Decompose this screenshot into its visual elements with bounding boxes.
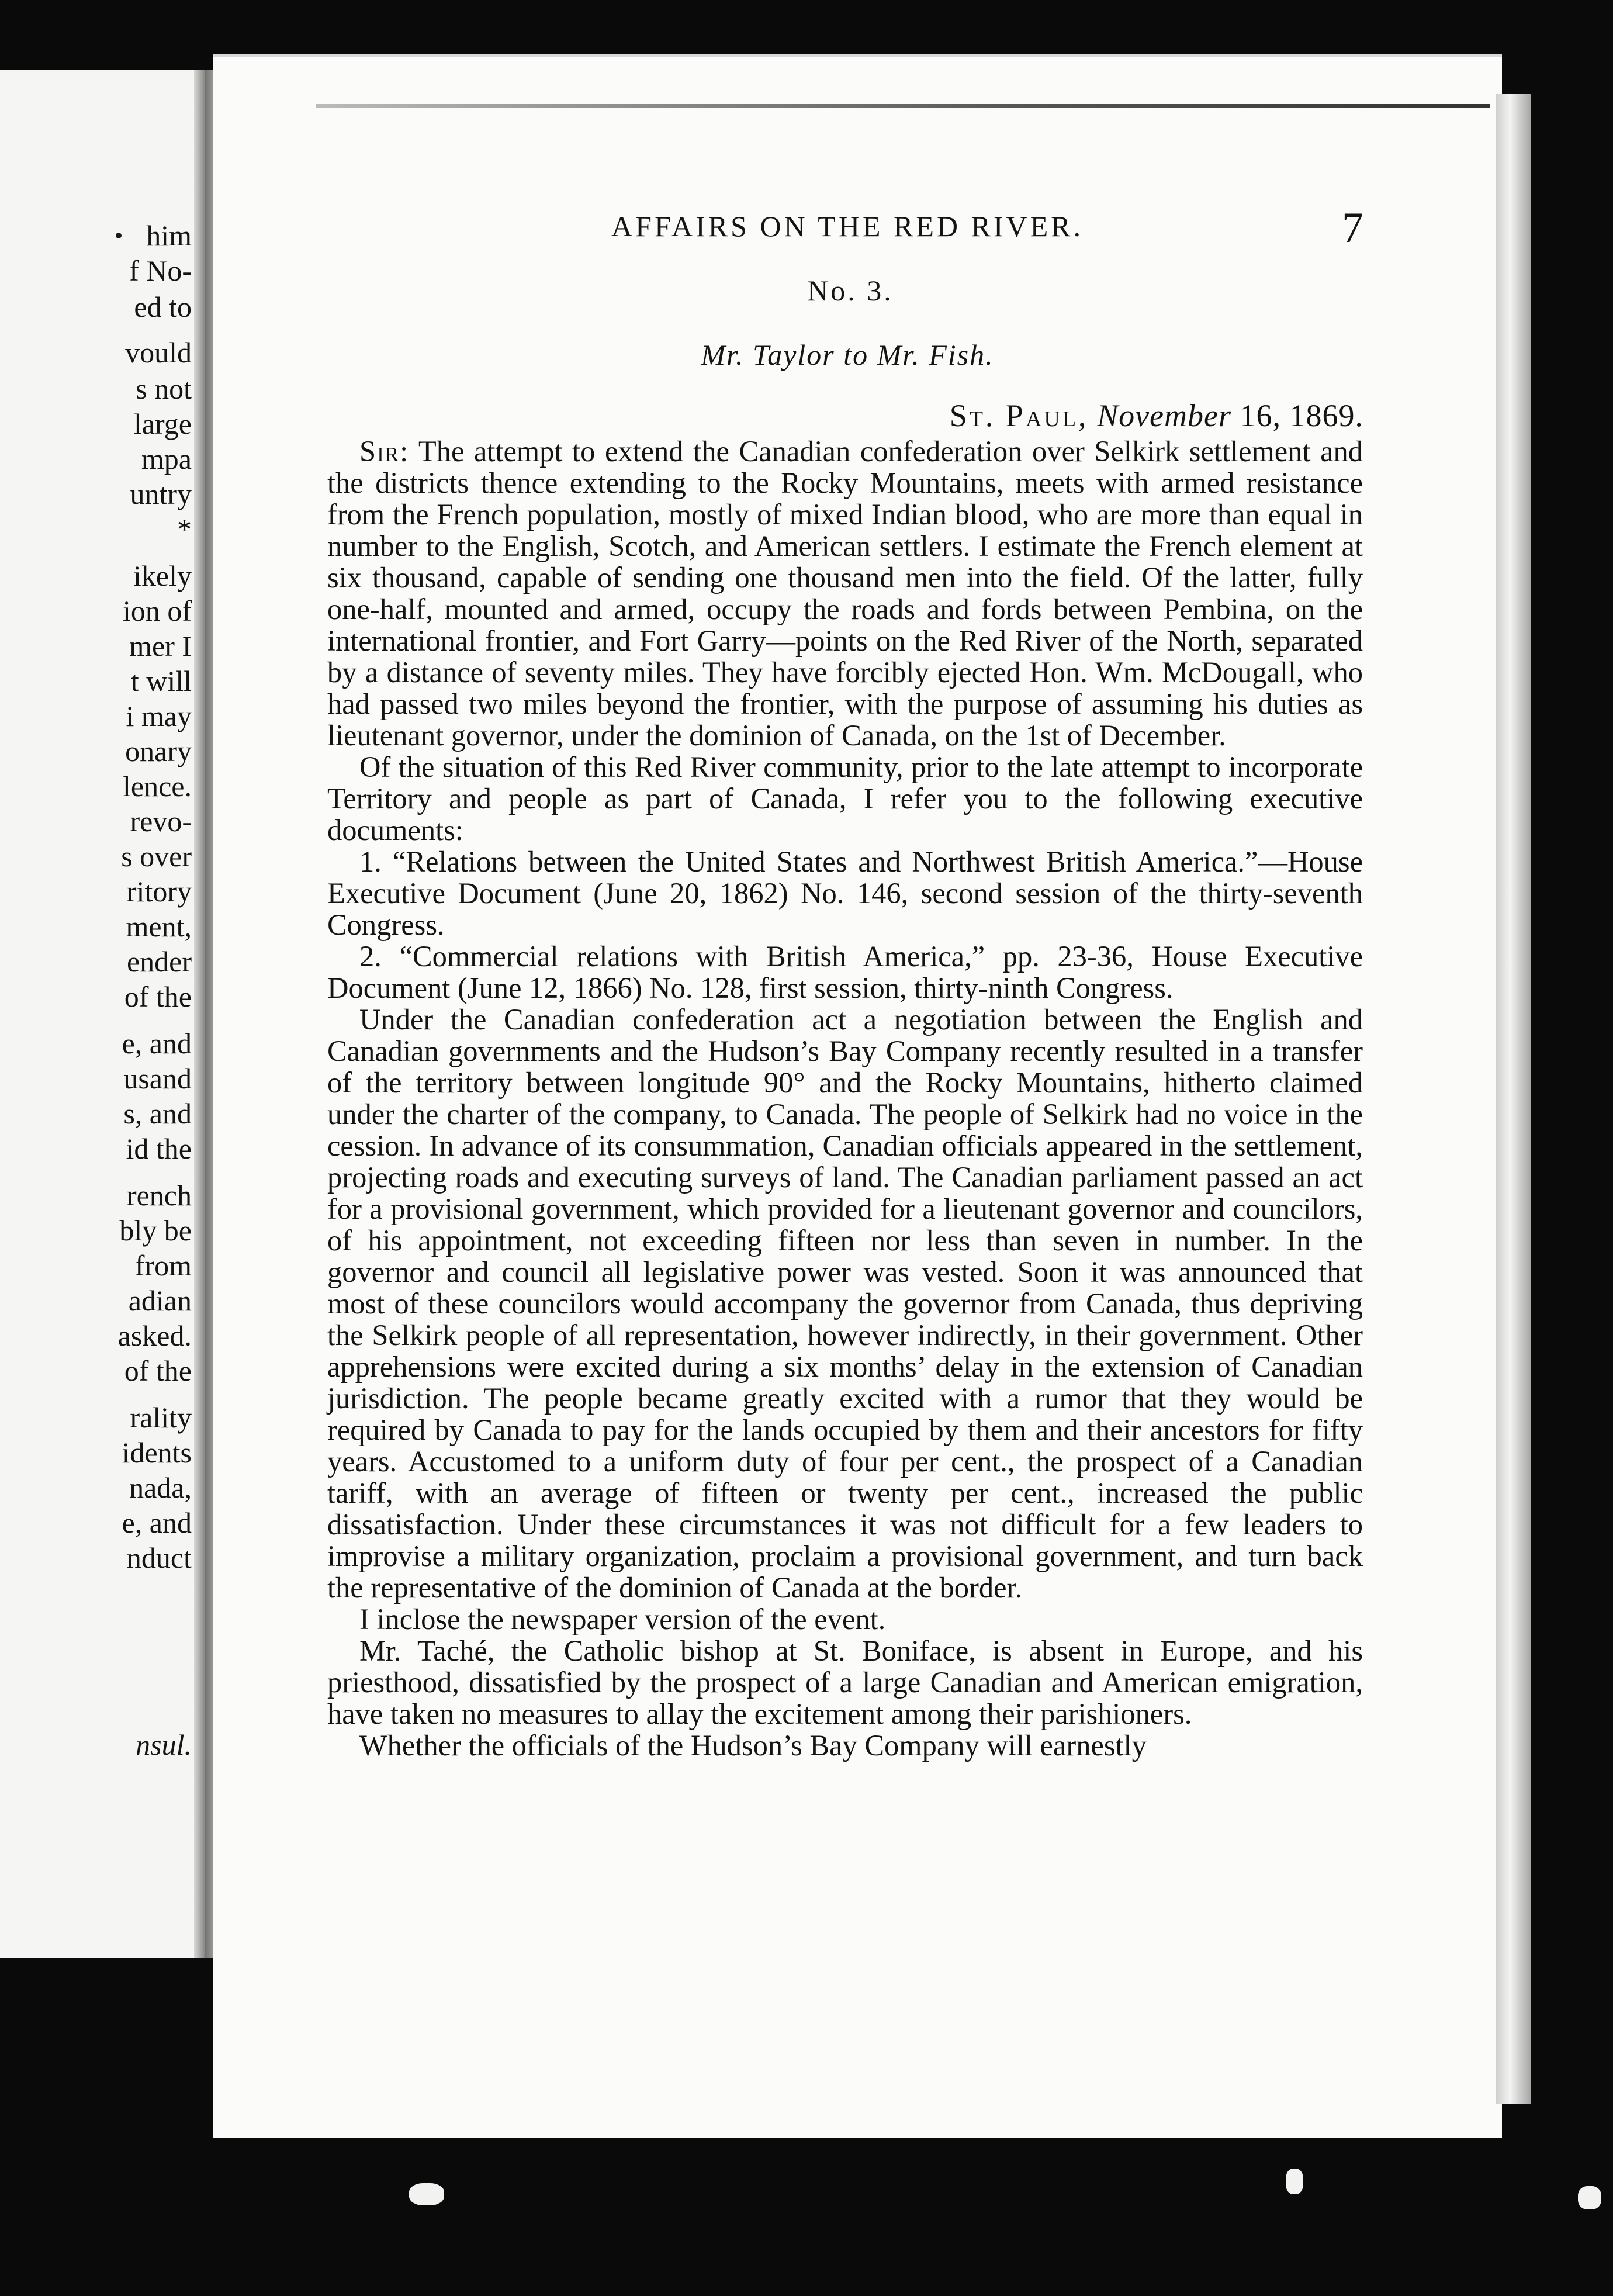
previous-page-line: e, and: [122, 1506, 192, 1539]
previous-page-line: from: [134, 1249, 192, 1282]
previous-page-line: asked.: [117, 1319, 192, 1352]
previous-page-line: bly be: [119, 1214, 192, 1247]
previous-page-line: i may: [126, 700, 192, 732]
paragraph: Mr. Taché, the Catholic bishop at St. Boniface, is absent in Europe, and his priesthood, dissatisfied by the prospect of a large Canadian and American emigration, have taken no measures to allay the excitement among their parishioners.: [327, 1634, 1363, 1730]
dateline: [950, 397, 1363, 434]
previous-page-line: revo-: [130, 805, 192, 838]
previous-page-line: rench: [126, 1179, 192, 1212]
previous-page-line: s not: [136, 372, 192, 405]
dateline-month: November: [1097, 398, 1231, 433]
previous-page-line: f No-: [129, 254, 192, 287]
page-top-edge-shadow: [316, 104, 1490, 108]
page-edge: [1496, 94, 1531, 2104]
previous-page-line: t will: [130, 665, 192, 697]
previous-page-line: onary: [125, 735, 192, 767]
salutation: Sir:: [359, 435, 410, 468]
previous-page-line: idents: [122, 1436, 192, 1469]
page-number: 7: [1342, 204, 1363, 252]
previous-page-line: ritory: [126, 875, 192, 908]
previous-page-line: ikely: [133, 559, 192, 592]
previous-page-fragment: [0, 70, 205, 1958]
previous-page-line: s over: [121, 840, 192, 873]
previous-page-line: mpa: [141, 442, 192, 475]
previous-page-line: nsul.: [136, 1728, 192, 1761]
list-item: 2. “Commercial relations with British America,” pp. 23-36, House Executive Document (June 12, 1866) No. 128, first session, thirty-ninth Congress.: [327, 940, 1363, 1004]
previous-page-line: nada,: [129, 1471, 192, 1504]
list-item: 1. “Relations between the United States and Northwest British America.”—House Executive Document (June 20, 1862) No. 146, second session of the thirty-seventh Congress.: [327, 845, 1363, 941]
scan-speck: [116, 233, 122, 238]
previous-page-line: of the: [124, 980, 192, 1013]
page-fold-shadow: [194, 70, 205, 1958]
previous-page-line: usand: [123, 1062, 192, 1095]
document-number: No. 3.: [807, 274, 894, 307]
previous-page-line: of the: [124, 1354, 192, 1387]
previous-page-line: vould: [125, 336, 192, 369]
previous-page-line: untry: [130, 478, 192, 510]
paragraph: Whether the officials of the Hudson’s Bay Company will earnestly: [359, 1729, 1147, 1762]
previous-page-line: mer I: [129, 630, 192, 662]
previous-page-line: ion of: [122, 594, 192, 627]
previous-page-line: rality: [130, 1401, 192, 1434]
scan-speck: [1578, 2186, 1601, 2209]
previous-page-line: ment,: [126, 910, 192, 943]
previous-page-line: ed to: [134, 291, 192, 323]
previous-page-line: ender: [126, 945, 192, 978]
previous-page-line: e, and: [122, 1027, 192, 1060]
previous-page-line: large: [133, 407, 192, 440]
letter-heading: Mr. Taylor to Mr. Fish.: [701, 338, 994, 371]
paragraph-text: The attempt to extend the Canadian confederation over Selkirk settlement and the districts thence extending to the Rocky Mountains, meets with armed resistance from the French population, mostly of mixed Indian blood, who are more than equal in number to the English, Scotch, and American settlers. I estimate the French element at six thousand, capable of sending one thousand men into the field. Of the latter, fully one-half, mounted and armed, occupy the roads and fords between Pembina, on the international frontier, and Fort Garry—points on the Red River of the North, separated by a distance of seventy miles. They have forcibly ejected Hon. Wm. McDougall, who had passed two miles beyond the frontier, with the purpose of assuming his duties as lieutenant governor, under the dominion of Canada, on the 1st of December.: [327, 435, 1363, 752]
previous-page-line: him: [146, 219, 192, 252]
previous-page-line: *: [177, 513, 192, 545]
previous-page-line: nduct: [126, 1541, 192, 1574]
paragraph: [327, 435, 1363, 751]
paragraph: Under the Canadian confederation act a negotiation between the English and Canadian governments and the Hudson’s Bay Company recently resulted in a transfer of the territory between longitude 90° and the Rocky Mountains, hitherto claimed under the charter of the company, to Canada. The people of Selkirk had no voice in the cession. In advance of its consummation, Canadian officials appeared in the settlement, projecting roads and executing surveys of land. The Canadian parliament passed an act for a provisional government, which provided for a lieutenant governor and councilors, of his appointment, not exceeding fifteen nor less than seven in number. In the governor and council all legislative power was vested. Soon it was announced that most of these councilors would accompany the governor from Canada, thus depriving the Selkirk people of all representation, however indirectly, in their government. Other apprehensions were excited during a six months’ delay in the extension of Canadian jurisdiction. The people became greatly excited with a rumor that they would be required by Canada to pay for the lands occupied by them and their ancestors for fifty years. Accustomed to a uniform duty of four per cent., the prospect of a Canadian tariff, with an average of fifteen or twenty per cent., increased the public dissatisfaction. Under these circumstances it was not difficult for a few leaders to improvise a military organization, proclaim a provisional government, and turn back the representative of the dominion of Canada at the border.: [327, 1003, 1363, 1604]
running-head: AFFAIRS ON THE RED RIVER.: [611, 210, 1084, 243]
previous-page-line: id the: [126, 1132, 192, 1165]
previous-page-line: lence.: [123, 770, 192, 803]
dateline-day-year: 16, 1869.: [1240, 398, 1363, 433]
dateline-place: St. Paul,: [949, 398, 1089, 433]
paragraph: I inclose the newspaper version of the event.: [359, 1603, 886, 1635]
scan-speck: [409, 2183, 444, 2205]
previous-page-line: s, and: [123, 1097, 192, 1130]
letter-body: [327, 435, 1363, 1761]
previous-page-line: adian: [128, 1284, 192, 1317]
scan-speck: [1286, 2169, 1303, 2194]
paragraph: Of the situation of this Red River community, prior to the late attempt to incorporate Territory and people as part of Canada, I refer you to the following executive documents:: [327, 751, 1363, 846]
